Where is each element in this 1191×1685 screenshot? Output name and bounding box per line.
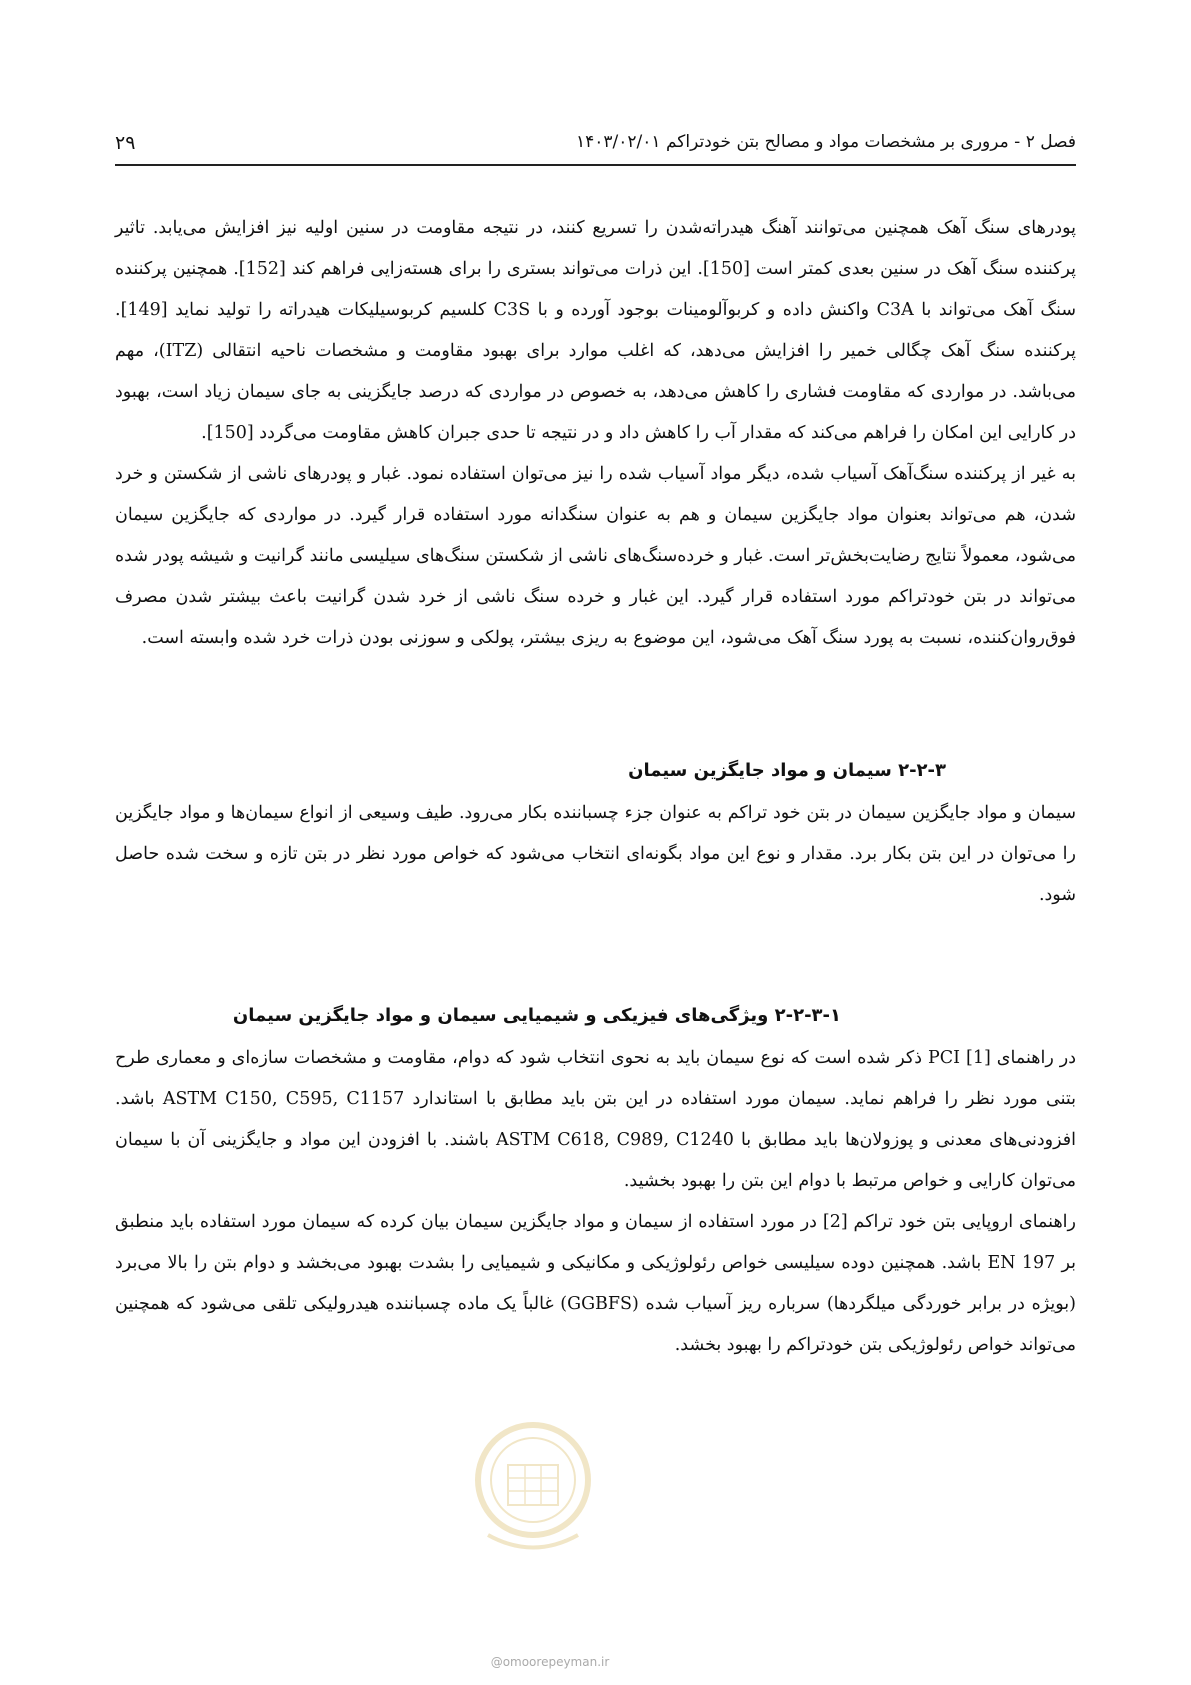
page-number: ۲۹ xyxy=(115,132,136,154)
paragraph-2: به غیر از پرکننده سنگ‌آهک آسیاب شده، دیگر مواد آسیاب شده را نیز می‌توان استفاده نمود. غبار و پودرهای ناشی از شکستن و خرد شدن، هم می‌تواند بعنوان مواد جایگزین سیمان و هم به عنوان سنگدانه مورد استفاده قرار گیرد. در مواردی که جایگزین سیمان می‌شود، معمولاً نتایج رضایت‌بخش‌تر است. غبار و خرده‌سنگ‌های ناشی از شکستن سنگ‌های سیلیسی مانند گرانیت و شیشه پودر شده می‌تواند در بتن خودتراکم مورد استفاده قرار گیرد. این غبار و خرده سنگ ناشی از خرد شدن گرانیت باعث بیشتر شدن مصرف فوق‌روان‌کننده، نسبت به پورد سنگ آهک می‌شود، این موضوع به ریزی بیشتر، پولکی و سوزنی بودن ذرات خرد شده وابسته است. xyxy=(115,464,1076,648)
watermark-logo-icon xyxy=(468,1410,598,1560)
page-header xyxy=(115,128,1076,166)
section-2-2-3-paragraph: سیمان و مواد جایگزین سیمان در بتن خود تراکم به عنوان جزء چسباننده بکار می‌رود. طیف وسیعی از انواع سیمان‌ها و مواد جایگزین را می‌توان در این بتن بکار برد. مقدار و نوع این مواد بگونه‌ای انتخاب می‌شود که خواص مورد نظر در بتن تازه و سخت شده حاصل شود. xyxy=(115,803,1076,905)
chapter-title: فصل ۲ - مروری بر مشخصات مواد و مصالح بتن خودتراکم ۱۴۰۳/۰۲/۰۱ xyxy=(576,132,1076,152)
section-heading-2-2-3: ۲-۲-۳ سیمان و مواد جایگزین سیمان xyxy=(628,760,946,781)
page-body xyxy=(115,208,1076,1366)
paragraph-1: پودرهای سنگ آهک همچنین می‌توانند آهنگ هیدراته‌شدن را تسریع کنند، در نتیجه مقاومت در سنین اولیه نیز افزایش می‌یابد. تاثیر پرکننده سنگ آهک در سنین بعدی کمتر است [150]. این ذرات می‌تواند بستری را برای هسته‌زایی فراهم کند [152]. همچنین پرکننده سنگ آهک می‌تواند با C3A واکنش داده و کربوآلومینات بوجود آورده و با C3S کلسیم کربوسیلیکات هیدراته را تولید نماید [149]. پرکننده سنگ آهک چگالی خمیر را افزایش می‌دهد، که اغلب موارد برای بهبود مقاومت و مشخصات ناحیه انتقالی (ITZ)، مهم می‌باشد. در مواردی که مقاومت فشاری را کاهش می‌دهد، به خصوص در مواردی که درصد جایگزینی به جای سیمان زیاد است، بهبود در کارایی این امکان را فراهم می‌کند که مقدار آب را کاهش داد و در نتیجه تا حدی جبران کاهش مقاومت می‌گردد [150]. xyxy=(115,218,1077,443)
section-2-2-3-1-paragraph-2: راهنمای اروپایی بتن خود تراکم [2] در مورد استفاده از سیمان و مواد جایگزین سیمان بیان کرده که سیمان مورد استفاده باید منطبق بر EN 197 باشد. همچنین دوده سیلیسی خواص رئولوژیکی و مکانیکی و شیمیایی را بشدت بهبود می‌بخشد و دوام بتن را بالا می‌برد (بویژه در برابر خوردگی میلگردها) سرباره ریز آسیاب شده (GGBFS) غالباً یک ماده چسباننده هیدرولیکی تلقی می‌شود که همچنین می‌تواند خواص رئولوژیکی بتن خودتراکم را بهبود بخشد. xyxy=(115,1212,1077,1355)
watermark-text: @omoorepeyman.ir xyxy=(490,1655,610,1669)
section-heading-2-2-3-1: ۲-۲-۳-۱ ویژگی‌های فیزیکی و شیمیایی سیمان و مواد جایگزین سیمان xyxy=(232,1005,841,1026)
section-2-2-3-1-paragraph-1: در راهنمای PCI [1] ذکر شده است که نوع سیمان باید به نحوی انتخاب شود که دوام، مقاومت و مشخصات سازه‌ای و معماری طرح بتنی مورد نظر را فراهم نماید. سیمان مورد استفاده در این بتن باید مطابق با استاندارد ASTM C150, C595, C1157 باشد. افزودنی‌های معدنی و پوزولان‌ها باید مطابق با ASTM C618, C989, C1240 باشند. با افزودن این مواد و جایگزینی آن با سیمان می‌توان کارایی و خواص مرتبط با دوام این بتن را بهبود بخشید. xyxy=(115,1048,1077,1191)
